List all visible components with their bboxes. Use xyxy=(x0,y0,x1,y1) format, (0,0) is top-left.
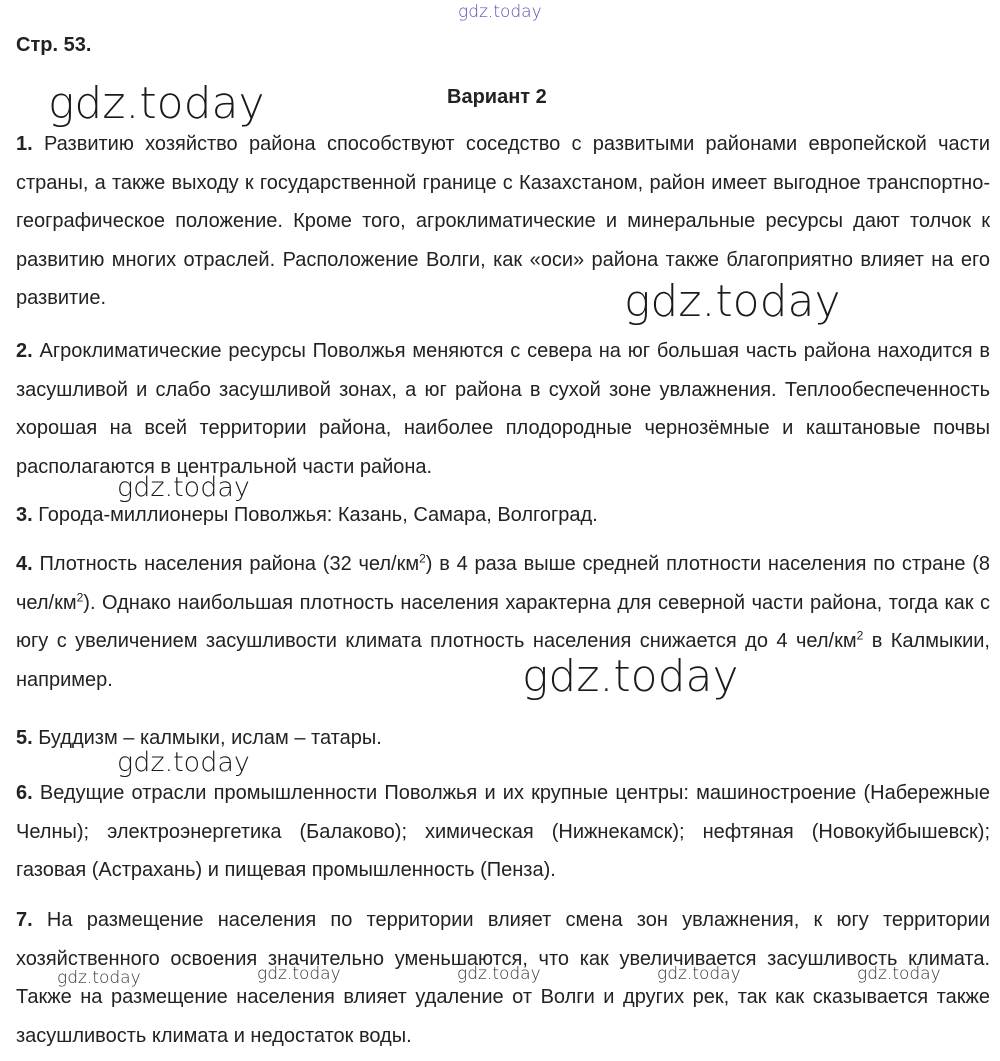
paragraph-4-text-d: в Калмыкии, например. xyxy=(16,630,990,691)
paragraph-4-text-a: Плотность населения района (32 чел/км xyxy=(39,553,420,575)
superscript-2: 2 xyxy=(76,589,84,604)
page-label: Стр. 53. xyxy=(16,34,92,56)
watermark-small: gdz.today xyxy=(457,964,541,984)
paragraph-7-text: На размещение населения по территории влияет смена зон увлажнения, к югу территории хозяйственного освоения значительно уменьшаются, что как увеличивается засушливость климата. Также на размещение населения влияет удаление от Волги и других рек, так как сказывается также засушливость климата и недостаток воды. xyxy=(16,909,990,1047)
paragraph-3-number: 3. xyxy=(16,504,33,526)
paragraph-4-text-b: ) в 4 раза выше средней плотности населения по стране (8 чел/км xyxy=(16,553,991,614)
paragraph-4-number: 4. xyxy=(16,553,33,575)
paragraph-5-number: 5. xyxy=(16,727,33,749)
paragraph-2 xyxy=(16,332,990,486)
superscript-2: 2 xyxy=(419,551,426,566)
paragraph-1-text: Развитию хозяйство района способствуют соседство с развитыми районами европейской части страны, а также выходу к государственной границе с Казахстаном, район имеет выгодное транспортно-географическое положение. Кроме того, агроклиматические и минеральные ресурсы дают толчок к развитию многих отраслей. Расположение Волги, как «оси» района также благоприятно влияет на его развитие. xyxy=(16,133,990,309)
watermark-small: gdz.today xyxy=(257,964,341,984)
paragraph-2-number: 2. xyxy=(16,340,33,362)
watermark-small: gdz.today xyxy=(57,968,141,988)
watermark-top: gdz.today xyxy=(458,2,542,22)
paragraph-6-number: 6. xyxy=(16,782,33,804)
watermark-small: gdz.today xyxy=(857,964,941,984)
paragraph-6-text: Ведущие отрасли промышленности Поволжья и их крупные центры: машиностроение (Набережные Челны); электроэнергетика (Балаково); химическая (Нижнекамск); нефтяная (Новокуйбышевск); газовая (Астрахань) и пищевая промышленность (Пенза). xyxy=(16,782,990,881)
watermark-small: gdz.today xyxy=(657,964,741,984)
watermark-large: gdz.today xyxy=(522,651,739,702)
watermark-large: gdz.today xyxy=(48,78,265,129)
watermark-large: gdz.today xyxy=(624,276,841,327)
paragraph-7-number: 7. xyxy=(16,909,33,931)
watermark-medium: gdz.today xyxy=(117,747,250,778)
variant-title: Вариант 2 xyxy=(447,86,547,108)
paragraph-1-number: 1. xyxy=(16,133,33,155)
paragraph-4-text-c: ). Однако наибольшая плотность населения характерна для северной части района, тогда как с югу с увеличением засушливости климата плотность населения снижается до 4 чел/км xyxy=(16,591,990,652)
paragraph-5-text: Буддизм – калмыки, ислам – татары. xyxy=(38,727,382,749)
watermark-medium: gdz.today xyxy=(117,472,250,503)
paragraph-4 xyxy=(16,545,990,699)
paragraph-6 xyxy=(16,774,990,890)
paragraph-2-text: Агроклиматические ресурсы Поволжья меняются с севера на юг большая часть района находится в засушливой и слабо засушливой зонах, а юг района в сухой зоне увлажнения. Теплообеспеченность хорошая на всей территории района, наиболее плодородные чернозёмные и каштановые почвы располагаются в центральной части района. xyxy=(16,340,990,478)
superscript-2: 2 xyxy=(856,628,864,643)
paragraph-1 xyxy=(16,125,990,318)
paragraph-3-text: Города-миллионеры Поволжья: Казань, Самара, Волгоград. xyxy=(38,504,598,526)
